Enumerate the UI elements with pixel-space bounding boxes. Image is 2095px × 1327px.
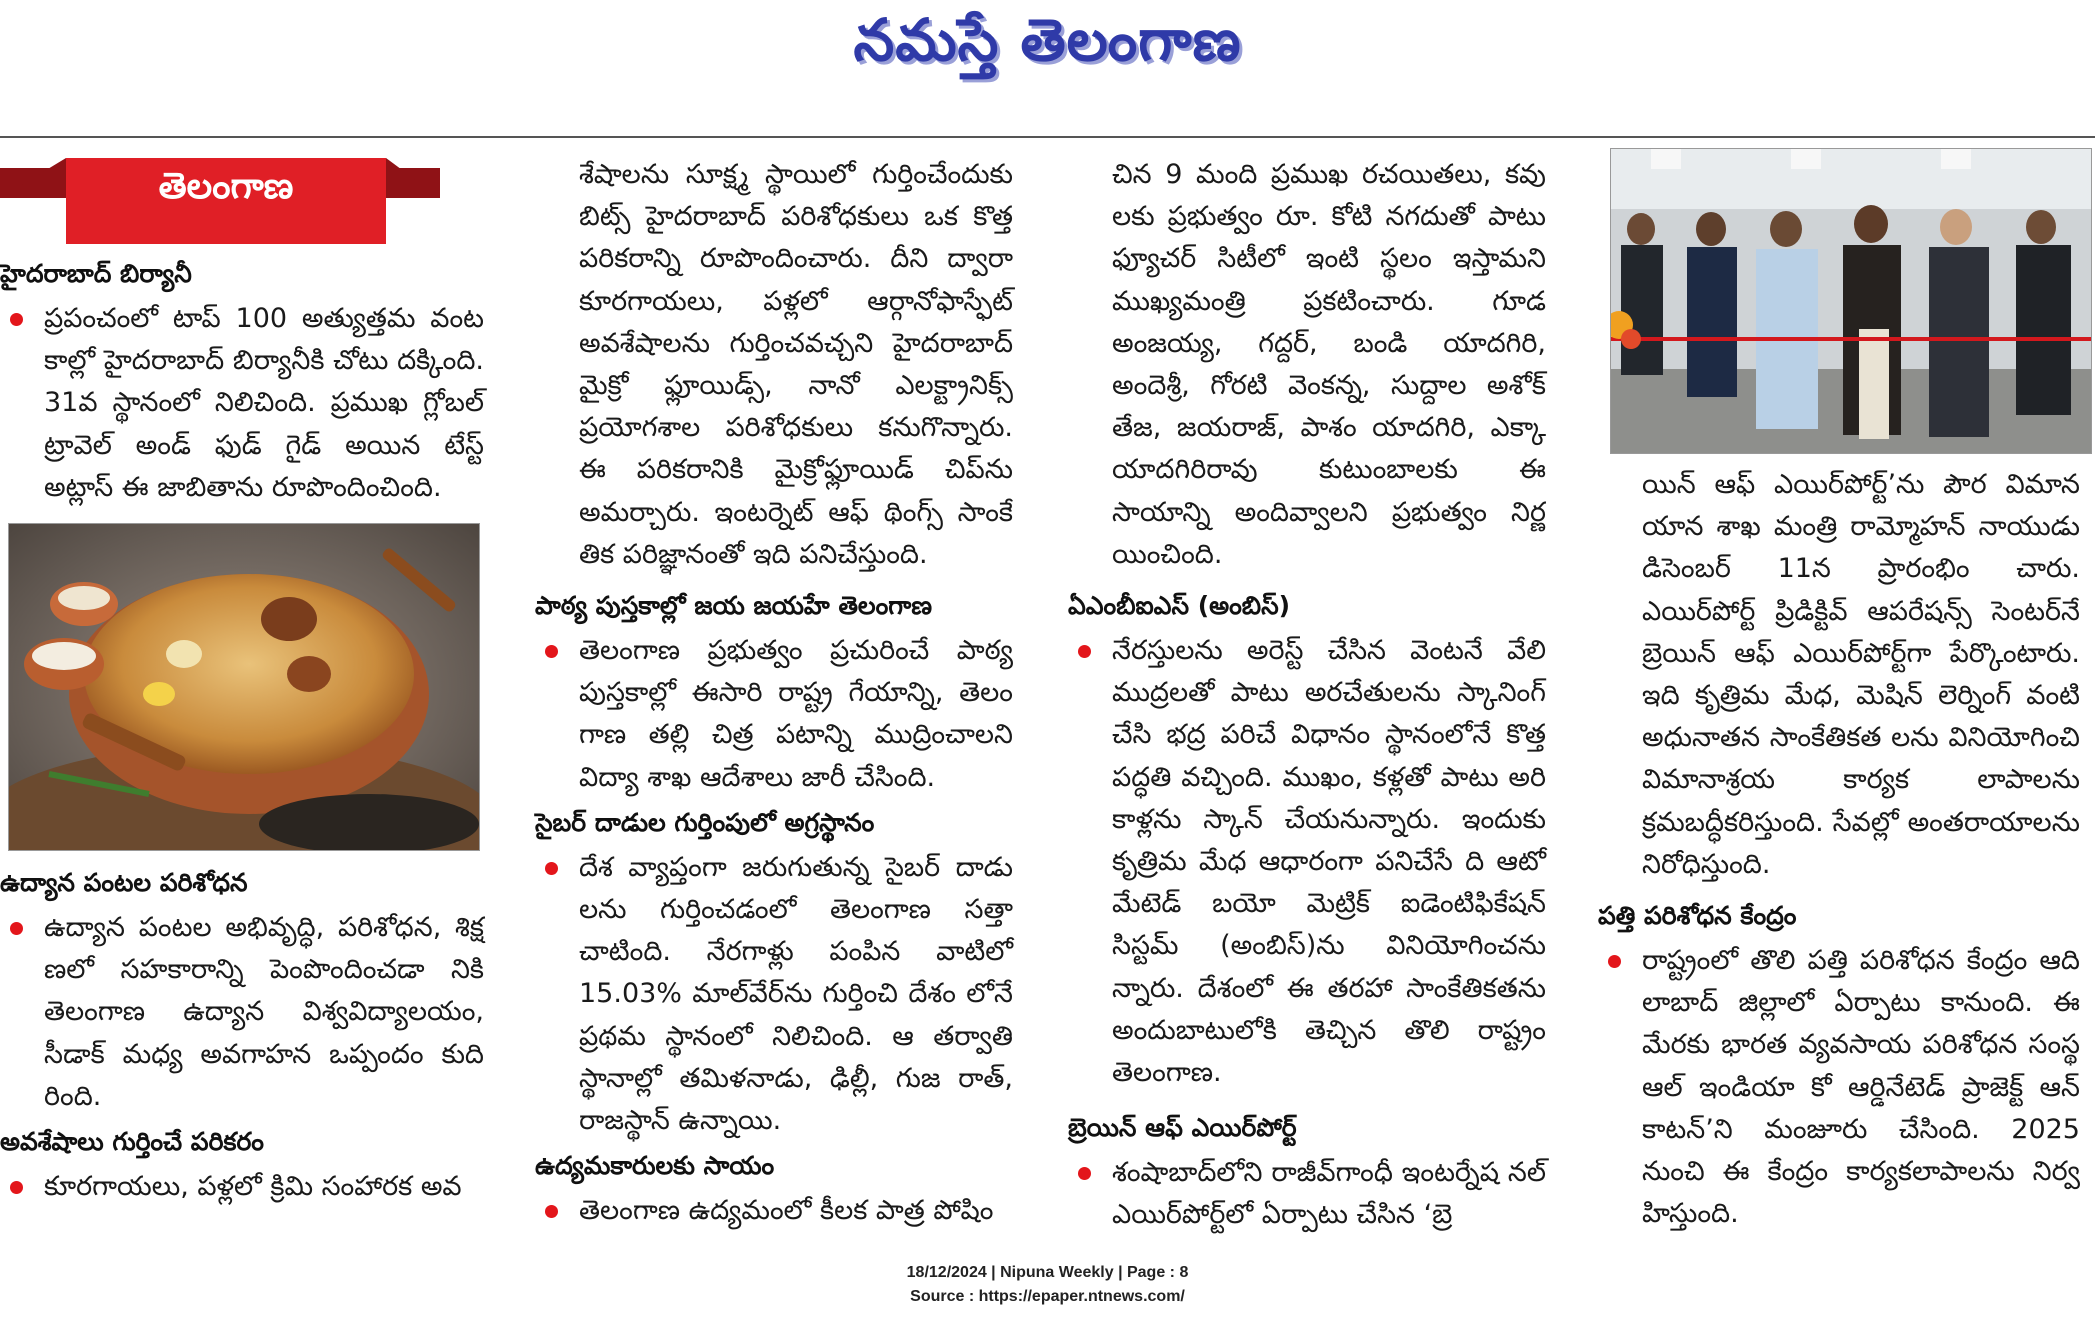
column-1 bbox=[0, 148, 484, 1208]
headline-residue-detector: అవశేషాలు గుర్తించే పరికరం bbox=[0, 1127, 264, 1157]
article-text: దేశ వ్యాప్తంగా జరుగుతున్న సైబర్ దాడు లను గుర్తించడంలో తెలంగాణ సత్తా చాటింది. నేరగాళ్లు పంపిన వాటిలో 15.03% మాల్‌వేర్‌ను గుర్తించి దేశం లోనే ప్రథమ స్థానంలో నిలిచింది. ఆ తర్వాతి స్థానాల్లో తమిళనాడు, ఢిల్లీ, గుజ రాత్, రాజస్థాన్ ఉన్నాయి. bbox=[535, 847, 1013, 1142]
article-text: ప్రపంచంలో టాప్ 100 అత్యుత్తమ వంట కాల్లో హైదరాబాద్ బిర్యానీకి చోటు దక్కింది. 31వ స్థానంలో నిలిచింది. ప్రముఖ గ్లోబల్ ట్రావెల్ అండ్ ఫుడ్ గైడ్ అయిన టేస్ట్ అట్లాస్ ఈ జాబితాను రూపొందించింది. bbox=[0, 298, 484, 509]
newspaper-logo: నమస్తే తెలంగాణ bbox=[853, 6, 1242, 74]
headline-hyderabad-biryani: హైదరాబాద్ బిర్యానీ bbox=[0, 259, 192, 288]
footer-date-line: 18/12/2024 | Nipuna Weekly | Page : 8 bbox=[906, 1264, 1189, 1281]
headline-horticulture-research: ఉద్యాన పంటల పరిశోధన bbox=[0, 868, 248, 898]
headline-cyber-attacks: సైబర్ దాడుల గుర్తింపులో అగ్రస్థానం bbox=[535, 807, 875, 837]
article-text: తెలంగాణ ఉద్యమంలో కీలక పాత్ర పోషిం bbox=[535, 1190, 1013, 1232]
biryani-image bbox=[9, 524, 479, 850]
article-text: రాష్ట్రంలో తొలి పత్తి పరిశోధన కేంద్రం ఆది లాబాద్ జిల్లాలో ఏర్పాటు కానుంది. ఈ మేరకు భారత వ్యవసాయ పరిశోధన సంస్థ ఆల్ ఇండియా కో ఆర్డినేటెడ్ ప్రాజెక్ట్ ఆన్ కాటన్’ని మంజూరు చేసింది. 2025 నుంచి ఈ కేంద్రం కార్యకలాపాలను నిర్వ హిస్తుంది. bbox=[1598, 940, 2080, 1235]
masthead-divider bbox=[0, 136, 2095, 138]
section-banner bbox=[0, 158, 440, 246]
article-text: నేరస్తులను అరెస్ట్ చేసిన వెంటనే వేలి ముద్రలతో పాటు అరచేతులను స్కానింగ్ చేసి భద్ర పరిచే విధానం స్థానంలోనే కొత్త పద్ధతి వచ్చింది. ముఖం, కళ్లతో పాటు అరి కాళ్లను స్కాన్ చేయనున్నారు. ఇందుకు కృత్రిమ మేధ ఆధారంగా పనిచేసే ది ఆటో మేటెడ్ బయో మెట్రిక్ ఐడెంటిఫికేషన్ సిస్టమ్ (అంబిస్)ను వినియోగించను న్నారు. దేశంలో ఈ తరహా సాంకేతికతను అందుబాటులోకి తెచ్చిన తొలి రాష్ట్రం తెలంగాణ. bbox=[1068, 630, 1546, 1094]
headline-cotton-research-center: పత్తి పరిశోధన కేంద్రం bbox=[1598, 901, 1797, 931]
inauguration-image bbox=[1611, 149, 2091, 453]
article-text: తెలంగాణ ప్రభుత్వం ప్రచురించే పాఠ్య పుస్తకాల్లో ఈసారి రాష్ట్ర గేయాన్ని, తెలం గాణ తల్లి చిత్ర పటాన్ని ముద్రించాలని విద్యా శాఖ ఆదేశాలు జారీ చేసింది. bbox=[535, 630, 1013, 799]
article-text: యిన్ ఆఫ్ ఎయిర్‌పోర్ట్’ను పౌర విమాన యాన శాఖ మంత్రి రామ్మోహన్ నాయుడు డిసెంబర్ 11న ప్రారంభిం చారు. ఎయిర్‌పోర్ట్ ప్రిడిక్టివ్ ఆపరేషన్స్ సెంటర్‌నే బ్రెయిన్ ఆఫ్ ఎయిర్‌పోర్ట్‌గా పేర్కొంటారు. ఇది కృత్రిమ మేధ, మెషిన్ లెర్నింగ్ వంటి అధునాతన సాంకేతికత లను వినియోగించి విమానాశ్రయ కార్యక లాపాలను క్రమబద్ధీకరిస్తుంది. సేవల్లో అంతరాయాలను నిరోధిస్తుంది. bbox=[1642, 469, 2080, 880]
footer-source-line: Source : https://epaper.ntnews.com/ bbox=[910, 1288, 1185, 1305]
headline-jaya-jayahe-telangana: పాఠ్య పుస్తకాల్లో జయ జయహే తెలంగాణ bbox=[535, 591, 932, 621]
article-text: చిన 9 మంది ప్రముఖ రచయితలు, కవు లకు ప్రభుత్వం రూ. కోటి నగదుతో పాటు ఫ్యూచర్ సిటీలో ఇంటి స్థలం ఇస్తామని ముఖ్యమంత్రి ప్రకటించారు. గూడ అంజయ్య, గద్దర్, బండి యాదగిరి, అందెశ్రీ, గోరటి వెంకన్న, సుద్దాల అశోక్ తేజ, జయరాజ్, పాశం యాదగిరి, ఎక్కా యాదగిరిరావు కుటుంబాలకు ఈ సాయాన్ని అందివ్వాలని ప్రభుత్వం నిర్ణ యించింది. bbox=[1112, 159, 1546, 570]
headline-activists-aid: ఉద్యమకారులకు సాయం bbox=[535, 1151, 775, 1181]
column-4 bbox=[1598, 148, 2080, 1235]
article-text: కూరగాయలు, పళ్లలో క్రిమి సంహారక అవ bbox=[0, 1166, 484, 1208]
article-text: ఉద్యాన పంటల అభివృద్ధి, పరిశోధన, శిక్ష ణలో సహకారాన్ని పెంపొందించడా నికి తెలంగాణ ఉద్యాన విశ్వవిద్యాలయం, సీడాక్ మధ్య అవగాహన ఒప్పందం కుది రింది. bbox=[0, 907, 484, 1118]
section-title: తెలంగాణ bbox=[66, 158, 386, 244]
headline-ambis: ఏఎంబీఐఎస్ (అంబిస్) bbox=[1068, 591, 1291, 621]
headline-brain-of-airport: బ్రెయిన్ ఆఫ్ ఎయిర్‌పోర్ట్ bbox=[1068, 1113, 1297, 1143]
column-2 bbox=[535, 154, 1013, 1232]
biryani-photo bbox=[8, 523, 480, 851]
article-text: శేషాలను సూక్ష్మ స్థాయిలో గుర్తించేందుకు బిట్స్ హైదరాబాద్ పరిశోధకులు ఒక కొత్త పరికరాన్ని రూపొందించారు. దీని ద్వారా కూరగాయలు, పళ్లలో ఆర్గానోఫాస్ఫేట్ అవశేషాలను గుర్తించవచ్చని హైదరాబాద్ మైక్రో ఫ్లూయిడ్స్, నానో ఎలక్ట్రానిక్స్ ప్రయోగశాల పరిశోధకులు కనుగొన్నారు. ఈ పరికరానికి మైక్రోఫ్లూయిడ్ చిప్‌ను అమర్చారు. ఇంటర్నెట్ ఆఫ్ థింగ్స్ సాంకే తిక పరిజ్ఞానంతో ఇది పనిచేస్తుంది. bbox=[579, 159, 1013, 570]
masthead bbox=[0, 0, 2095, 136]
column-3 bbox=[1068, 154, 1546, 1237]
article-text: శంషాబాద్‌లోని రాజీవ్‌గాంధీ ఇంటర్నేష నల్ ఎయిర్‌పోర్ట్‌లో ఏర్పాటు చేసిన ‘బ్రె bbox=[1068, 1152, 1546, 1236]
airport-inauguration-photo bbox=[1610, 148, 2092, 454]
